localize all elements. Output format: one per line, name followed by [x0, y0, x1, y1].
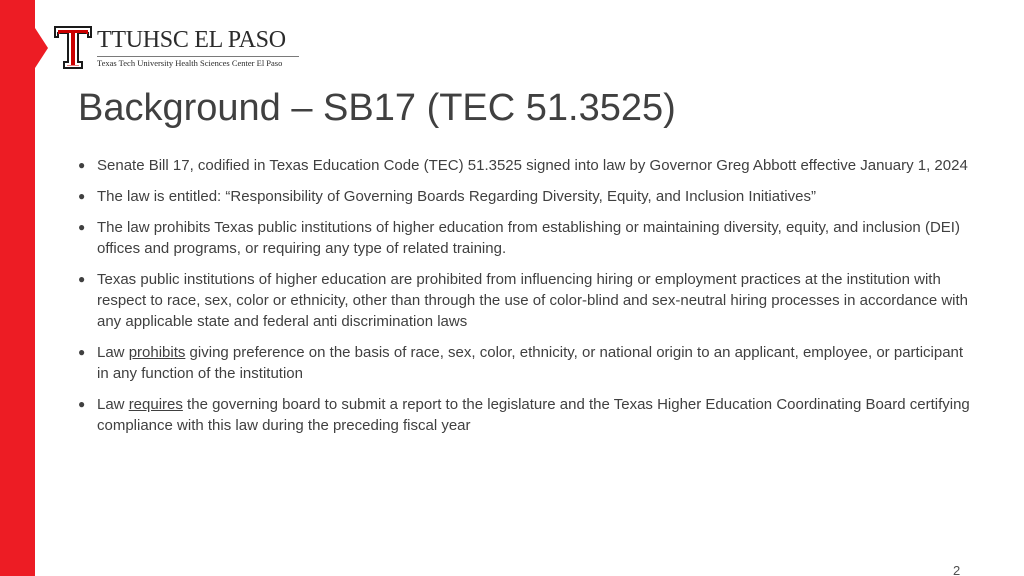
- ttuhsc-logo: [53, 25, 303, 70]
- bullet-item: [78, 155, 978, 176]
- bullet-icon: ●: [78, 220, 86, 234]
- bullet-prefix: Law: [97, 396, 129, 413]
- logo-divider: [97, 56, 299, 57]
- bullet-text: the governing board to submit a report to the legislature and the Texas Higher Education Coordinating Board certifying compliance with this law during the preceding fiscal year: [97, 396, 970, 434]
- brand-subtitle: Texas Tech University Health Sciences Center El Paso: [97, 58, 283, 68]
- bullet-icon: ●: [78, 158, 86, 172]
- emphasis-requires: requires: [128, 396, 183, 413]
- bullet-item: [78, 342, 978, 384]
- slide-title: Background – SB17 (TEC 51.3525): [78, 87, 676, 129]
- bullet-text: giving preference on the basis of race, sex, color, ethnicity, or national origin to an applicant, employee, or participant in any function of the institution: [97, 344, 964, 382]
- bullet-item: [78, 269, 978, 332]
- bullet-prefix: Law: [97, 344, 129, 361]
- bullet-icon: ●: [78, 345, 86, 359]
- bullet-item: [78, 394, 978, 436]
- bullet-text: Senate Bill 17, codified in Texas Education Code (TEC) 51.3525 signed into law by Governor Greg Abbott effective January 1, 2024: [97, 157, 968, 174]
- bullet-text: The law prohibits Texas public institutions of higher education from establishing or maintaining diversity, equity, and inclusion (DEI) offices and programs, or requiring any type of related training.: [97, 219, 960, 257]
- bullet-icon: ●: [78, 397, 86, 411]
- red-side-bar: [0, 0, 35, 576]
- brand-name: TTUHSC EL PASO: [97, 27, 286, 53]
- bullet-item: [78, 217, 978, 259]
- bullet-item: [78, 186, 978, 207]
- bullet-text: The law is entitled: “Responsibility of Governing Boards Regarding Diversity, Equity, and Inclusion Initiatives”: [97, 188, 816, 205]
- bullet-icon: ●: [78, 189, 86, 203]
- page-number: 2: [953, 563, 961, 576]
- emphasis-prohibits: prohibits: [128, 344, 186, 361]
- bullet-list: [78, 155, 978, 446]
- bullet-icon: ●: [78, 272, 86, 286]
- bullet-text: Texas public institutions of higher education are prohibited from influencing hiring or employment practices at the institution with respect to race, sex, color or ethnicity, other than through the use of color-blind and sex-neutral hiring processes in accordance with any applicable state and federal anti discrimination laws: [97, 271, 969, 330]
- red-bar-notch: [35, 28, 48, 68]
- texas-tech-double-t-icon: [53, 25, 93, 70]
